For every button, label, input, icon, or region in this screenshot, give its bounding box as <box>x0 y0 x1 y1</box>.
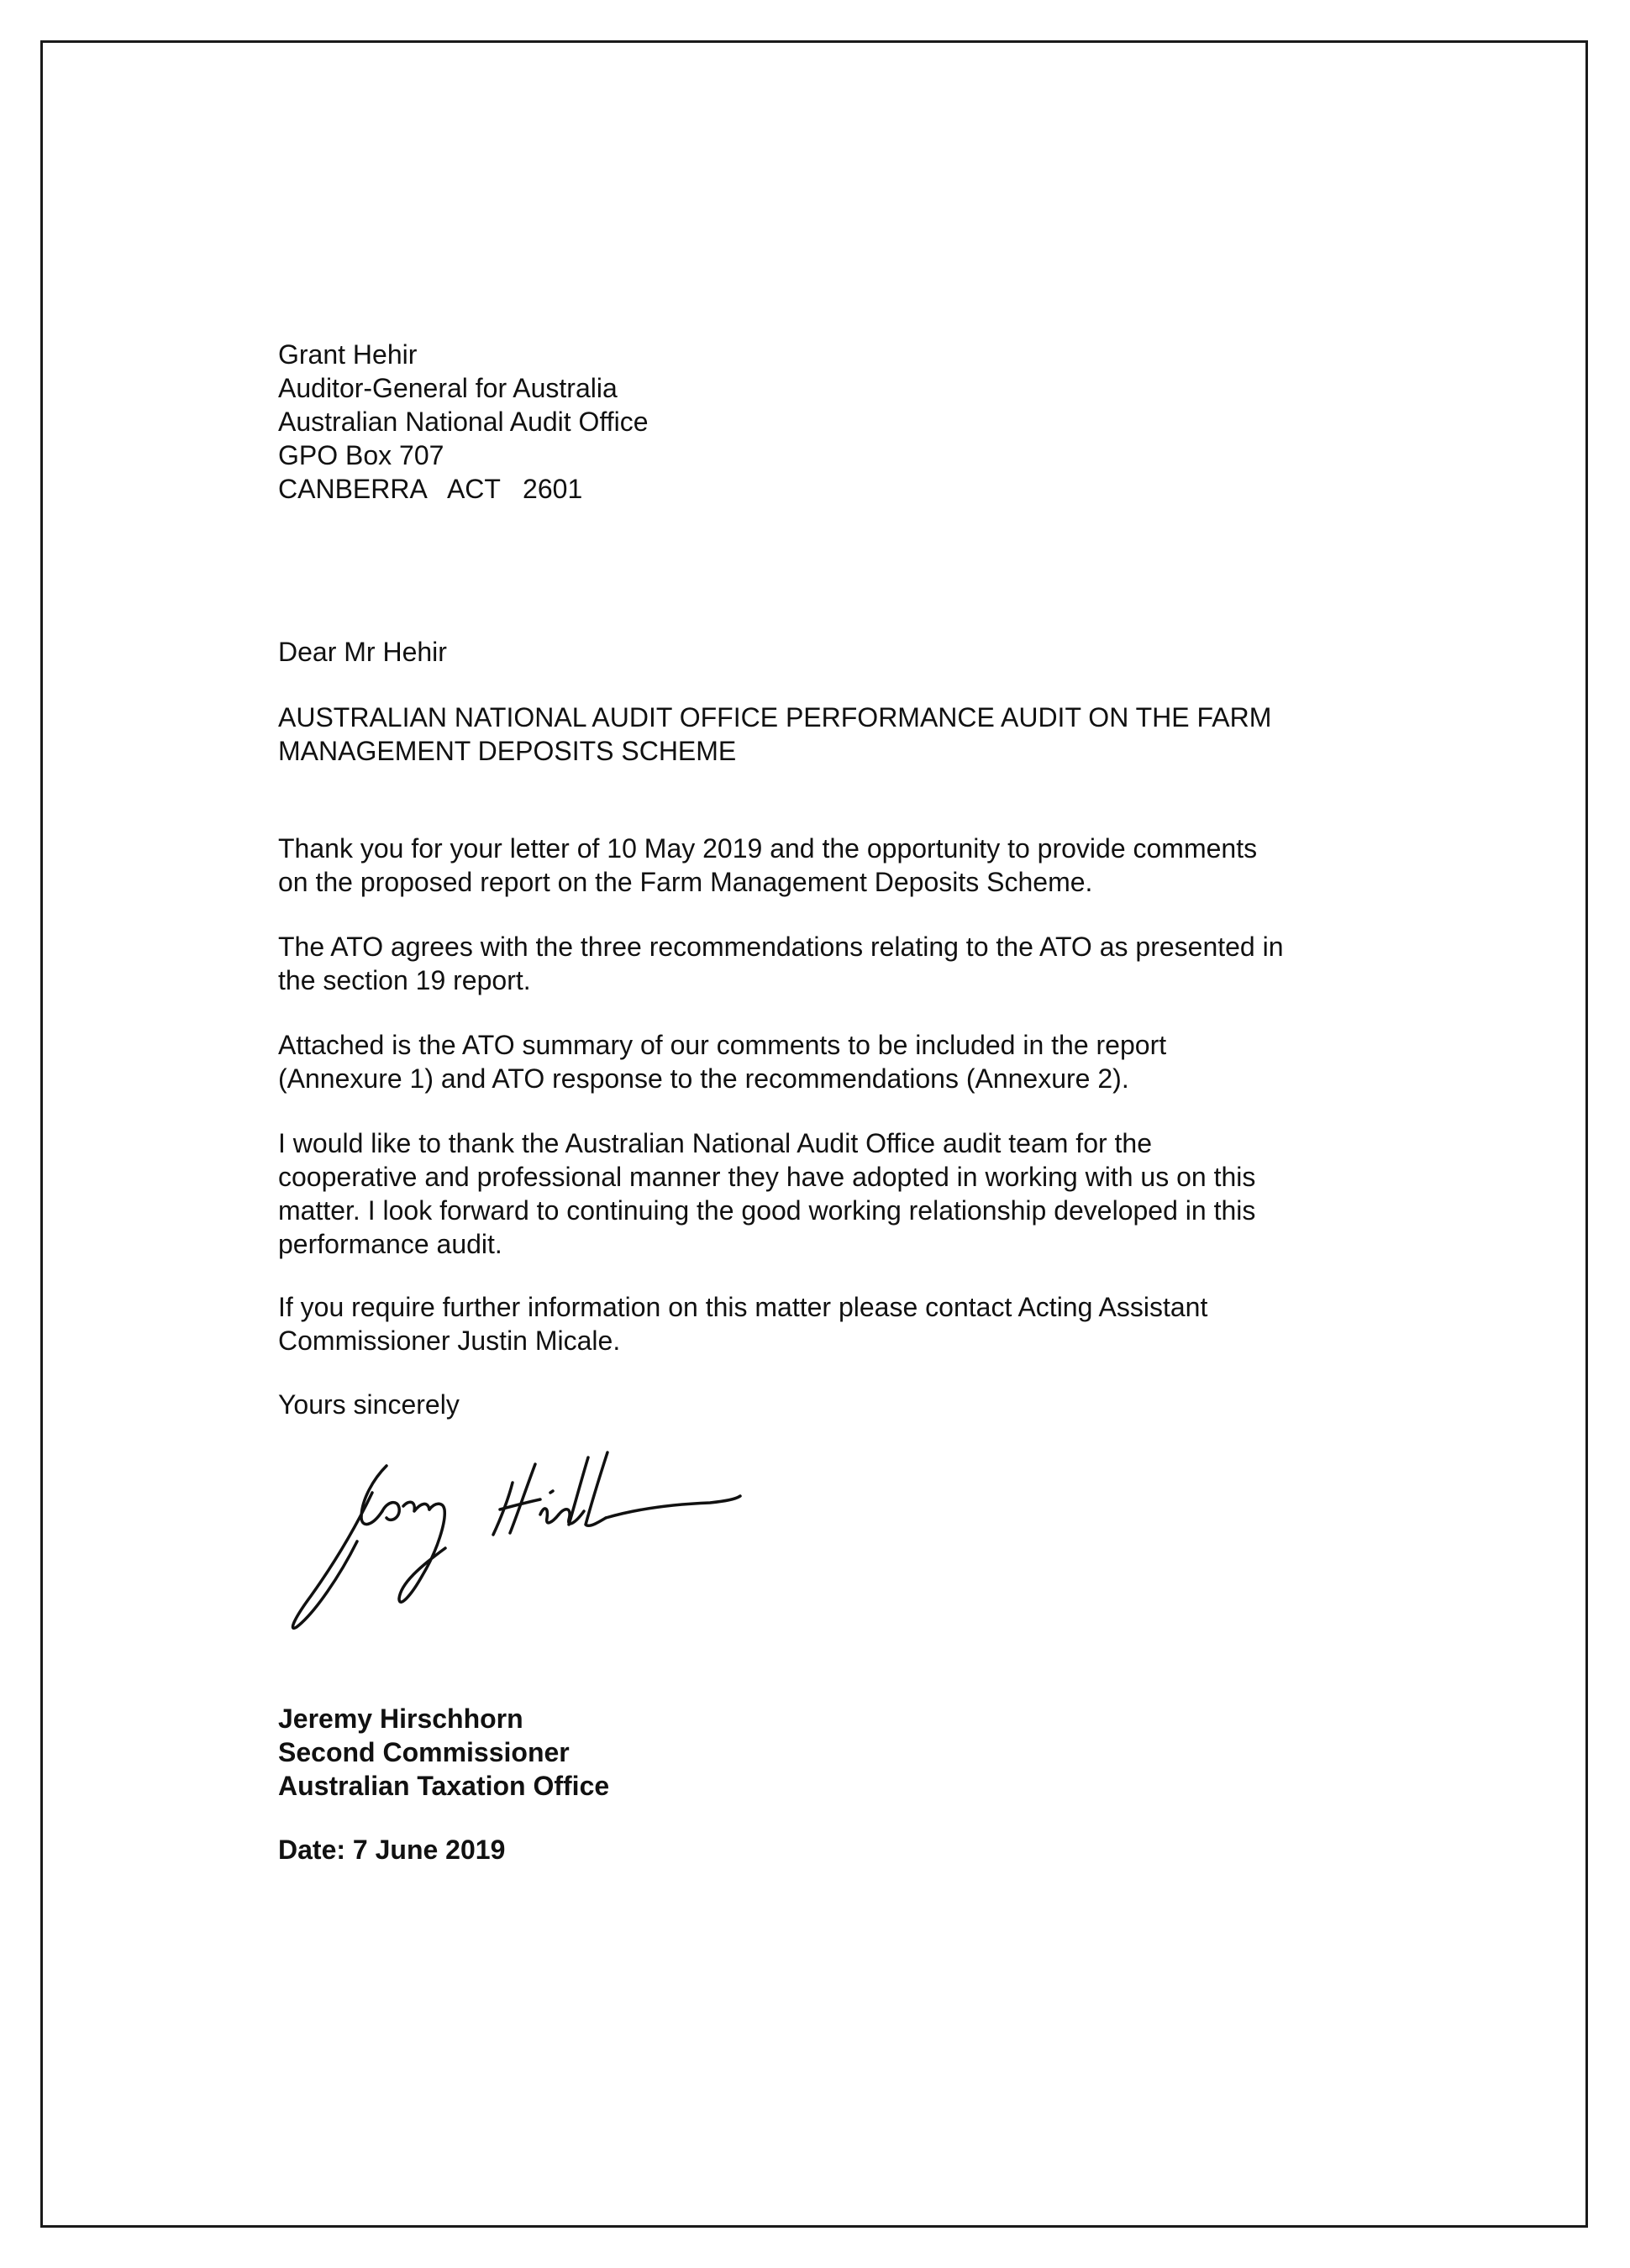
paragraph-line: performance audit. <box>278 1229 502 1259</box>
paragraph-line: The ATO agrees with the three recommendations relating to the ATO as presented in <box>278 932 1284 962</box>
recipient-city-line: CANBERRA ACT 2601 <box>278 474 583 504</box>
closing-text: Yours sincerely <box>278 1389 460 1420</box>
signatory-block <box>278 1702 1370 1803</box>
closing <box>278 1388 1370 1421</box>
paragraph-line: Thank you for your letter of 10 May 2019 and the opportunity to provide comments <box>278 833 1258 864</box>
signatory-name: Jeremy Hirschhorn <box>278 1704 523 1734</box>
paragraph-line: on the proposed report on the Farm Management Deposits Scheme. <box>278 867 1093 897</box>
subject-heading <box>278 701 1370 768</box>
paragraph-2 <box>278 930 1370 997</box>
paragraph-4 <box>278 1126 1370 1261</box>
paragraph-line: the section 19 report. <box>278 965 531 995</box>
salutation <box>278 635 1370 669</box>
paragraph-3 <box>278 1028 1370 1095</box>
recipient-title: Auditor-General for Australia <box>278 373 618 403</box>
date-block <box>278 1833 1370 1866</box>
paragraph-line: matter. I look forward to continuing the good working relationship developed in this <box>278 1195 1256 1226</box>
paragraph-line: (Annexure 1) and ATO response to the recommendations (Annexure 2). <box>278 1063 1129 1094</box>
salutation-text: Dear Mr Hehir <box>278 637 447 667</box>
paragraph-1 <box>278 832 1370 899</box>
paragraph-5 <box>278 1290 1370 1357</box>
recipient-organisation: Australian National Audit Office <box>278 407 649 437</box>
recipient-name: Grant Hehir <box>278 339 418 370</box>
recipient-address <box>278 338 1370 506</box>
paragraph-line: cooperative and professional manner they have adopted in working with us on this <box>278 1162 1256 1192</box>
signatory-organisation: Australian Taxation Office <box>278 1771 610 1801</box>
paragraph-line: I would like to thank the Australian National Audit Office audit team for the <box>278 1128 1153 1158</box>
paragraph-line: If you require further information on this matter please contact Acting Assistant <box>278 1292 1208 1322</box>
paragraph-line: Commissioner Justin Micale. <box>278 1326 621 1356</box>
subject-line-2: MANAGEMENT DEPOSITS SCHEME <box>278 736 737 766</box>
handwritten-signature <box>273 1441 811 1642</box>
recipient-address-line: GPO Box 707 <box>278 440 444 470</box>
date-line: Date: 7 June 2019 <box>278 1835 506 1865</box>
subject-line-1: AUSTRALIAN NATIONAL AUDIT OFFICE PERFORMANCE AUDIT ON THE FARM <box>278 702 1272 732</box>
paragraph-line: Attached is the ATO summary of our comments to be included in the report <box>278 1030 1167 1060</box>
signatory-title: Second Commissioner <box>278 1737 570 1767</box>
